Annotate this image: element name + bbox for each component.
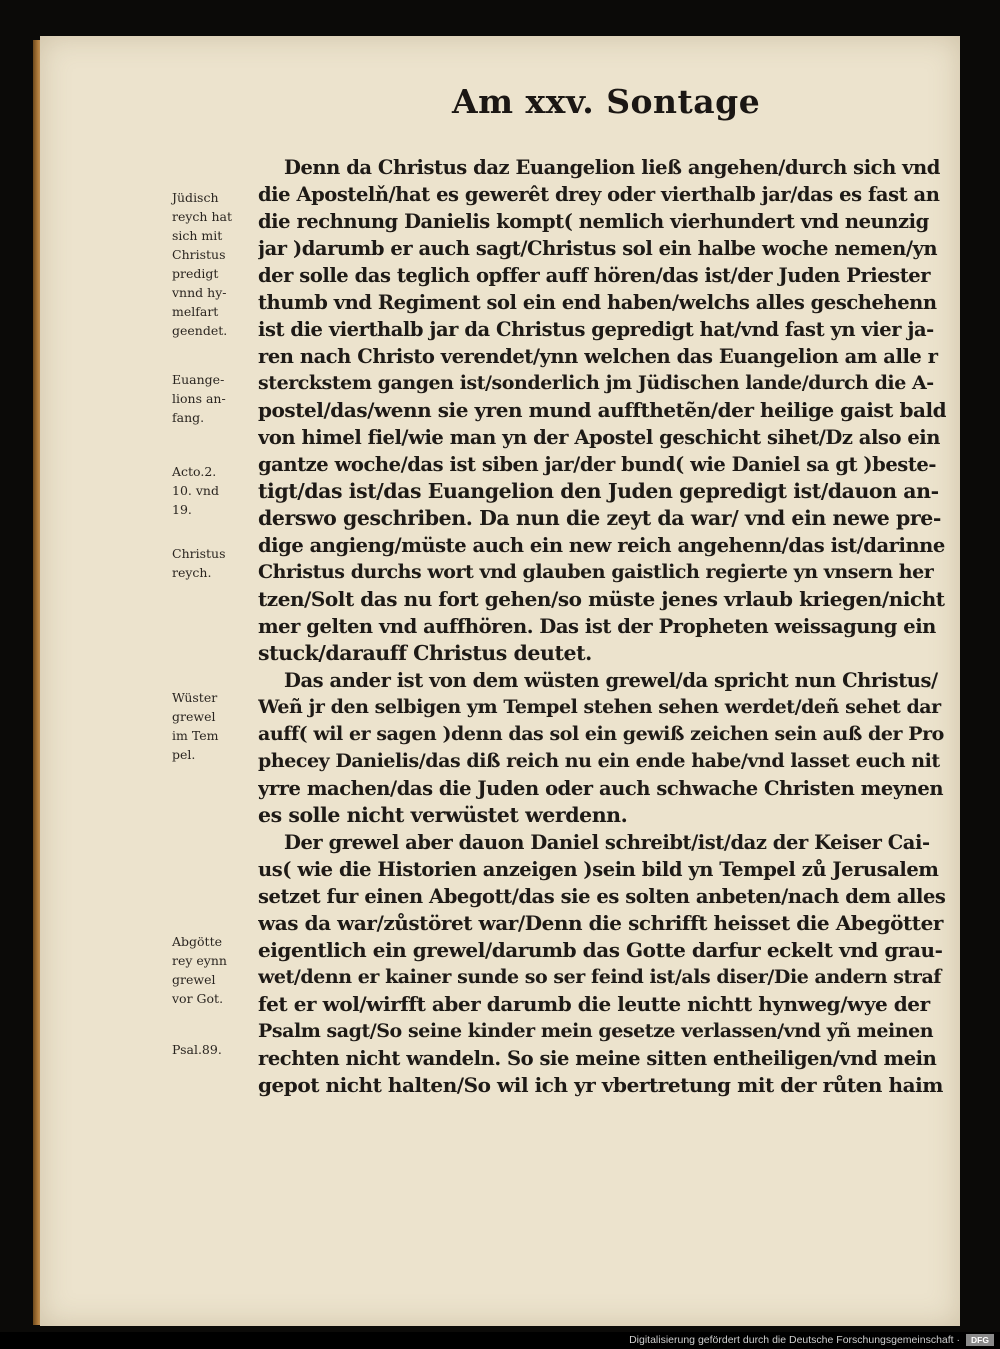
margin-note-line: melfart <box>172 304 219 319</box>
text-line: us( wie die Historien anzeigen )sein bild yn Tempel zů Jerusalem <box>258 858 939 881</box>
margin-note <box>172 370 260 427</box>
margin-note-line: grewel <box>172 709 216 724</box>
text-line: phecey Danielis/das diß reich nu ein ende habe/vnd lasset euch nit <box>258 750 940 772</box>
text-line: postel/das/wenn sie yren mund auffthetẽn/der heilige gaist bald <box>258 398 946 422</box>
text-line: stuck/darauff Christus deutet. <box>258 641 592 665</box>
body-text <box>258 154 946 1099</box>
text-line: dige angieng/müste auch ein new reich angehenn/das ist/darinne <box>258 534 945 557</box>
margin-note <box>172 688 260 764</box>
margin-note-line: lions an- <box>172 391 226 406</box>
text-line: Psalm sagt/So seine kinder mein gesetze verlassen/vnd yñ meinen <box>258 1020 934 1042</box>
text-line: Weñ jr den selbigen ym Tempel stehen sehen werdet/deñ sehet dar <box>258 696 941 718</box>
margin-note-line: reych. <box>172 565 212 580</box>
margin-note-line: vnnd hy- <box>172 285 227 300</box>
dfg-logo: DFG <box>966 1334 994 1346</box>
text-line: rechten nicht wandeln. So sie meine sitten entheiligen/vnd mein <box>258 1047 937 1070</box>
margin-note-line: im Tem <box>172 728 219 743</box>
margin-note-line: pel. <box>172 747 196 762</box>
text-line: ren nach Christo verendet/ynn welchen das Euangelion am alle r <box>258 345 938 368</box>
margin-note-line: fang. <box>172 410 205 425</box>
margin-note <box>172 932 260 1008</box>
margin-note-line: predigt <box>172 266 219 281</box>
text-line: jar )darumb er auch sagt/Christus sol ein halbe woche nemen/yn <box>258 237 938 260</box>
text-line: Der grewel aber dauon Daniel schreibt/ist/daz der Keiser Cai- <box>284 831 930 854</box>
text-line: derswo geschriben. Da nun die zeyt da war/ vnd ein newe pre- <box>258 506 941 530</box>
margin-note-line: sich mit <box>172 228 223 243</box>
text-line: Denn da Christus daz Euangelion ließ angehen/durch sich vnd <box>284 156 940 179</box>
page-heading: Am xxv. Sontage <box>452 82 761 121</box>
text-line: mer gelten vnd auffhören. Das ist der Propheten weissagung ein <box>258 615 936 638</box>
text-line: der solle das teglich opffer auff hören/das ist/der Juden Priester <box>258 264 931 287</box>
text-line: die rechnung Danielis kompt( nemlich vierhundert vnd neunzig <box>258 210 929 233</box>
margin-note-line: Euange- <box>172 372 225 387</box>
footer-credit: Digitalisierung gefördert durch die Deutsche Forschungsgemeinschaft · <box>629 1334 960 1346</box>
margin-note-line: rey eynn <box>172 953 227 968</box>
text-line: setzet fur einen Abegott/das sie es solten anbeten/nach dem alles <box>258 885 946 908</box>
text-line: von himel fiel/wie man yn der Apostel geschicht sihet/Dz also ein <box>258 426 940 449</box>
margin-note <box>172 188 260 340</box>
margin-note-line: grewel <box>172 972 216 987</box>
text-line: sterckstem gangen ist/sonderlich jm Jüdischen lande/durch die A- <box>258 372 934 394</box>
text-line: eigentlich ein grewel/darumb das Gotte darfur eckelt vnd grau- <box>258 938 943 962</box>
text-line: die Apostelň/hat es gewerêt drey oder vierthalb jar/das es fast an <box>258 183 940 206</box>
text-line: ist die vierthalb jar da Christus gepredigt hat/vnd fast yn vier ja- <box>258 318 934 341</box>
margin-note-line: 10. vnd <box>172 483 219 498</box>
text-line: fet er wol/wirfft aber darumb die leutte nichtt hynweg/wye der <box>258 992 930 1016</box>
text-line: Christus durchs wort vnd glauben gaistlich regierte yn vnsern her <box>258 561 934 583</box>
text-line: auff( wil er sagen )denn das sol ein gewiß zeichen sein auß der Pro <box>258 723 944 745</box>
margin-note-line: reych hat <box>172 209 232 224</box>
margin-note-line: vor Got. <box>172 991 224 1006</box>
text-line: tigt/das ist/das Euangelion den Juden gepredigt ist/dauon an- <box>258 479 939 503</box>
margin-note <box>172 462 260 519</box>
margin-notes <box>172 0 262 1349</box>
margin-note-line: Acto.2. <box>172 464 217 479</box>
margin-note-line: Jüdisch <box>172 190 219 205</box>
margin-note-line: Christus <box>172 546 226 561</box>
text-line: gepot nicht halten/So wil ich yr vbertretung mit der růten haim <box>258 1073 943 1097</box>
margin-note-line: Psal.89. <box>172 1042 222 1057</box>
margin-note-line: Wüster <box>172 690 218 705</box>
text-line: thumb vnd Regiment sol ein end haben/welchs alles geschehenn <box>258 291 937 314</box>
margin-note-line: Abgötte <box>172 934 222 949</box>
text-line: was da war/zůstöret war/Denn die schrifft heisset die Abegötter <box>258 911 943 935</box>
margin-note <box>172 1040 260 1059</box>
margin-note-line: Christus <box>172 247 226 262</box>
margin-note-line: 19. <box>172 502 192 517</box>
text-line: Das ander ist von dem wüsten grewel/da spricht nun Christus/ <box>284 669 938 692</box>
text-line: es solle nicht verwüstet werdenn. <box>258 803 628 827</box>
text-line: yrre machen/das die Juden oder auch schwache Christen meynen <box>258 777 944 800</box>
text-line: tzen/Solt das nu fort gehen/so müste jenes vrlaub kriegen/nicht <box>258 587 945 611</box>
text-line: gantze woche/das ist siben jar/der bund( wie Daniel sa gt )beste- <box>258 453 936 476</box>
digitization-footer <box>0 1332 1000 1349</box>
margin-note-line: geendet. <box>172 323 228 338</box>
text-line: wet/denn er kainer sunde so ser feind ist/als diser/Die andern straf <box>258 966 942 988</box>
margin-note <box>172 544 260 582</box>
